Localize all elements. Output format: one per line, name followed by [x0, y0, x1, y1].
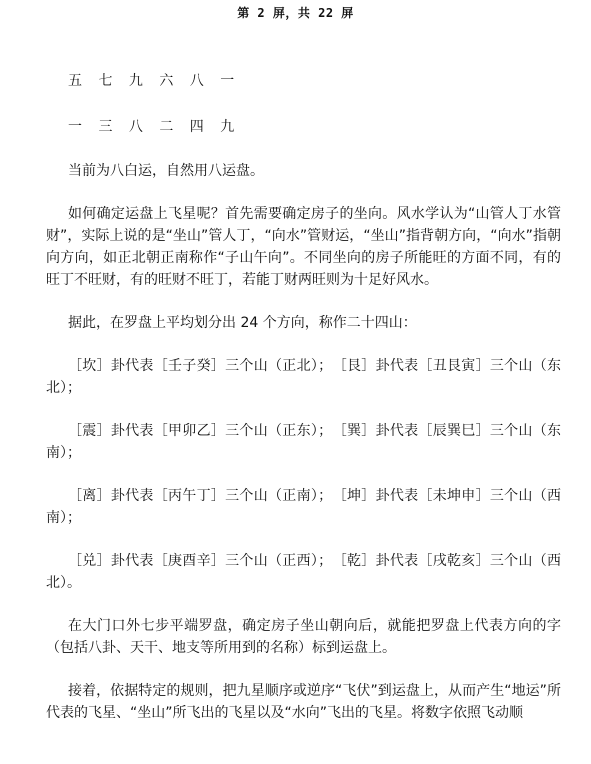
paragraph-dui-qian: ［兑］卦代表［庚酉辛］三个山（正西）； ［乾］卦代表［戌乾亥］三个山（西北）。 — [46, 553, 561, 591]
number-row-1: 五 七 九 六 八 一 — [68, 73, 241, 89]
paragraph-flying-stars: 接着，依据特定的规则，把九星顺序或逆序“飞伏”到运盘上，从而产生“地运”所代表的飞星、“坐山”所飞出的飞星以及“水向”飞出的飞星。将数字依照飞动顺 — [46, 683, 561, 721]
paragraph-determine-orientation: 如何确定运盘上飞星呢？首先需要确定房子的坐向。风水学认为“山管人丁水管财”，实际上说的是“坐山”管人丁，“向水”管财运，“坐山”指背朝方向，“向水”指朝向方向，如正北朝正南称作“子山午向”。不同坐向的房子所能旺的方面不同，有的旺丁不旺财，有的旺财不旺丁，若能丁财两旺则为十足好风水。 — [46, 206, 561, 288]
paragraph-twenty-four-mountains: 据此，在罗盘上平均划分出 24 个方向，称作二十四山： — [68, 315, 417, 331]
paragraph-current-period: 当前为八白运，自然用八运盘。 — [68, 163, 264, 179]
paragraph-zhen-xun: ［震］卦代表［甲卯乙］三个山（正东）； ［巽］卦代表［辰巽巳］三个山（东南）； — [46, 423, 561, 461]
number-row-2: 一 三 八 二 四 九 — [68, 119, 241, 135]
page-indicator: 第 2 屏，共 22 屏 — [237, 6, 354, 20]
paragraph-compass-usage: 在大门口外七步平端罗盘，确定房子坐山朝向后，就能把罗盘上代表方向的字（包括八卦、天干、地支等所用到的名称）标到运盘上。 — [46, 618, 561, 656]
paragraph-kan-gen: ［坎］卦代表［壬子癸］三个山（正北）； ［艮］卦代表［丑艮寅］三个山（东北）； — [46, 358, 561, 396]
document-body — [46, 70, 561, 745]
paragraph-li-kun: ［离］卦代表［丙午丁］三个山（正南）； ［坤］卦代表［未坤申］三个山（西南）； — [46, 488, 561, 526]
